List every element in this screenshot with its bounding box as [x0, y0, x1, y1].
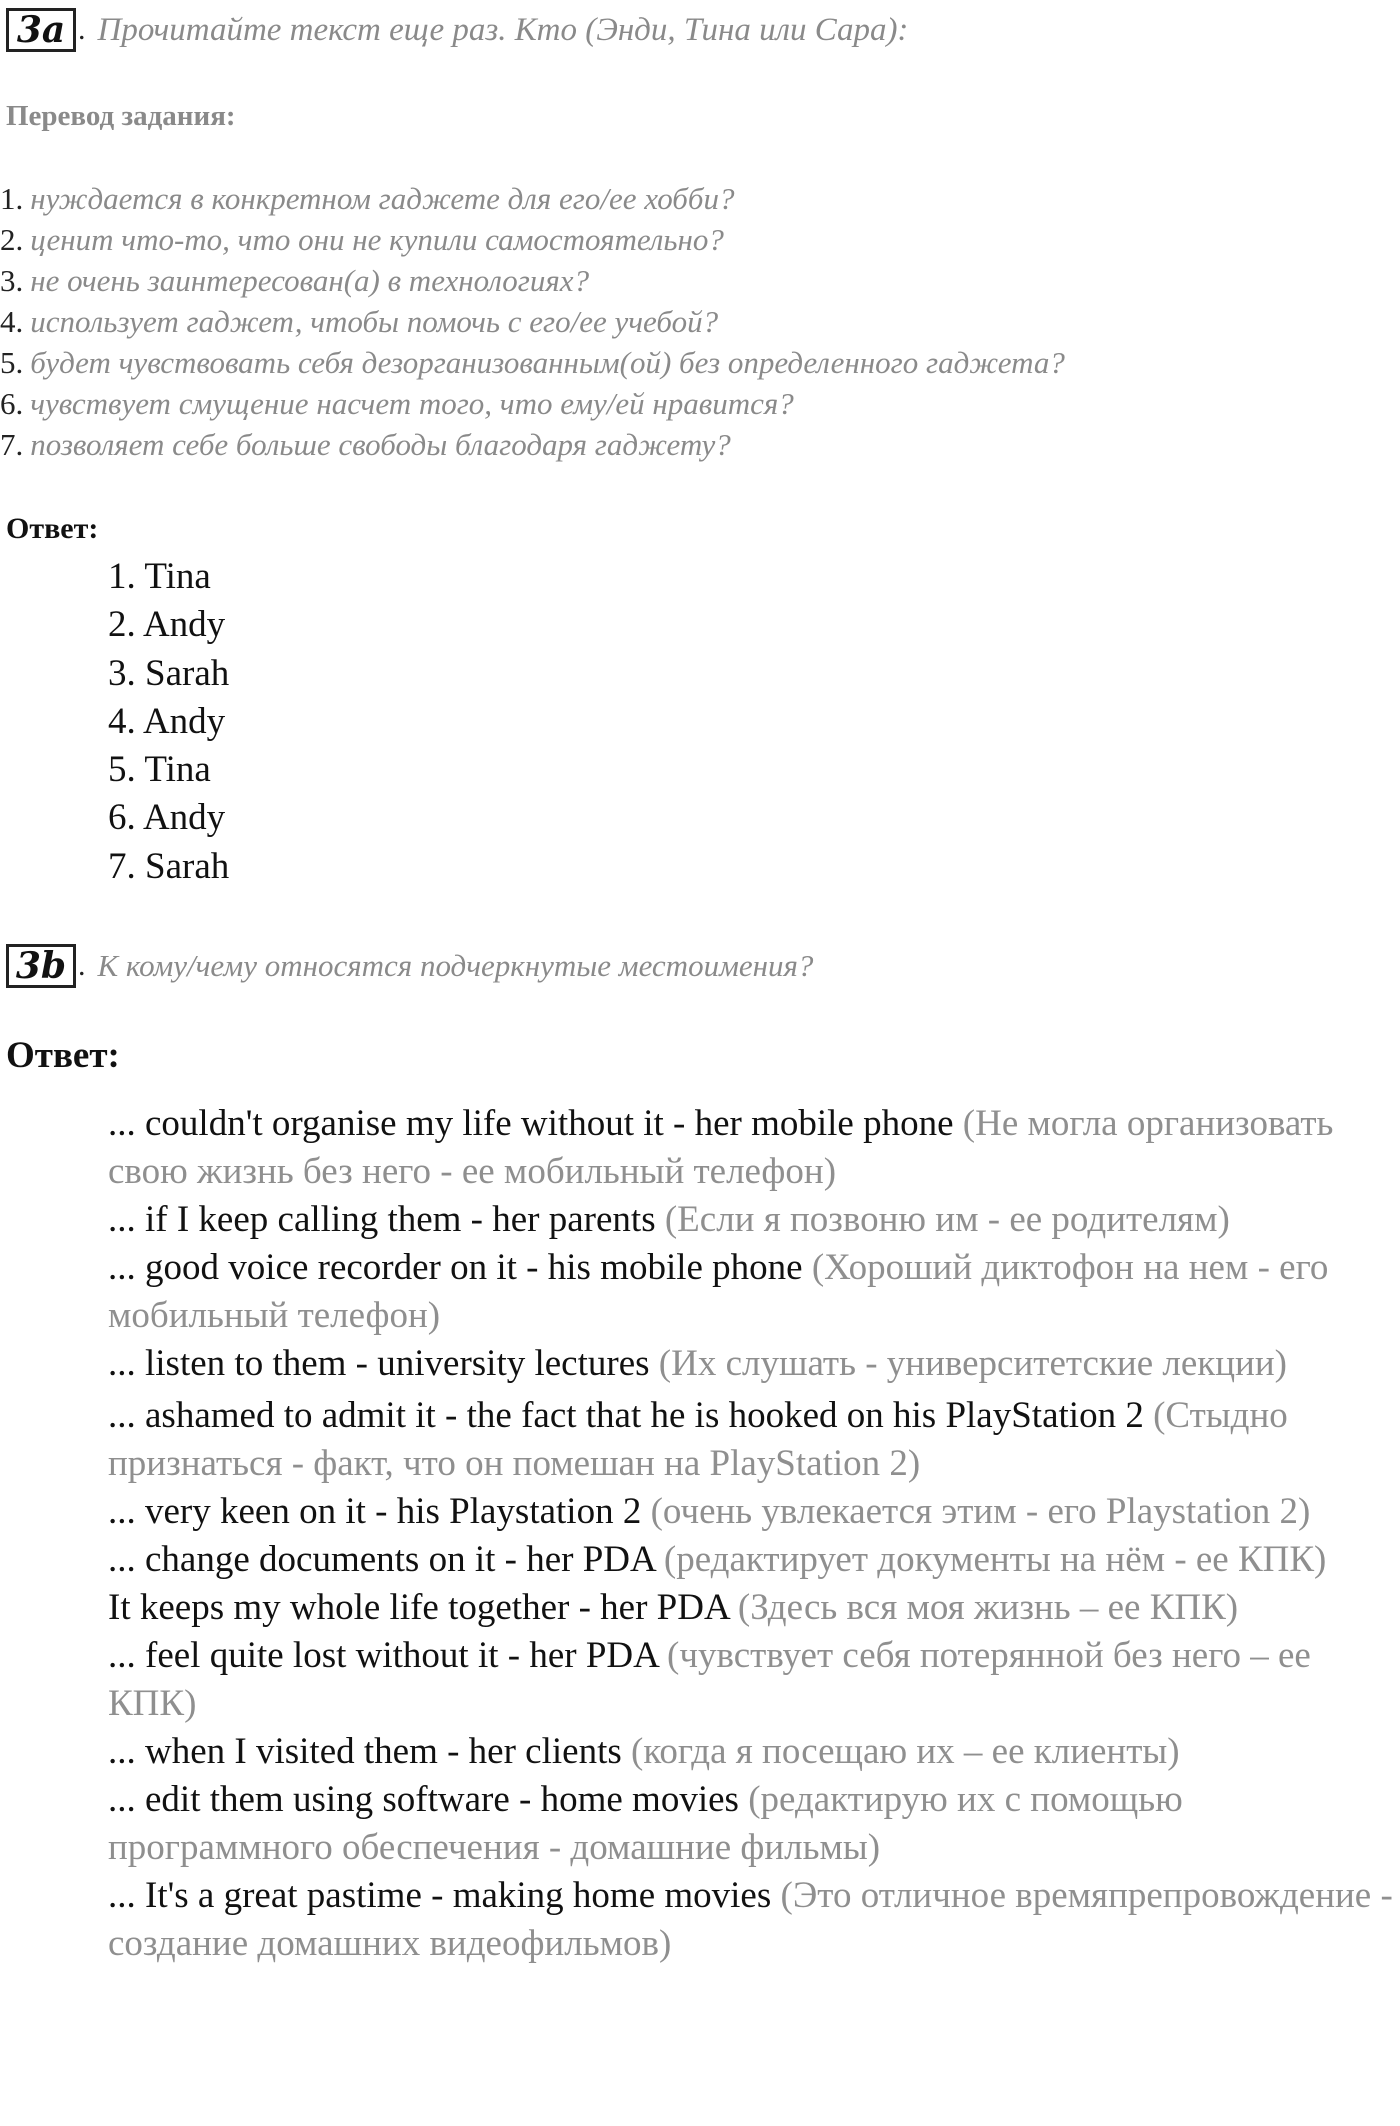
answer-3b-item: ... couldn't organise my life without it - her mobile phone (Не могла организовать свою жизнь без него - ее мобильный телефон) [108, 1103, 1334, 1192]
answer-3b-item: ... change documents on it - her PDA (редактирует документы на нём - ее КПК) [108, 1539, 1327, 1580]
questions-list [0, 178, 1065, 465]
question-item: 1. нуждается в конкретном гаджете для его/ее хобби? [0, 181, 735, 216]
answer-3a-item: 3. Sarah [108, 652, 230, 694]
answer-3b-item: ... feel quite lost without it - her PDA (чувствует себя потерянной без него – ее КПК) [108, 1635, 1311, 1724]
answer-3a-label: Ответ: [6, 512, 99, 545]
answer-3a-item: 6. Andy [108, 797, 226, 839]
answer-3a-item: 1. Tina [108, 556, 211, 597]
question-item: 4. использует гаджет, чтобы помочь с его/ее учебой? [0, 304, 719, 339]
task-3a-number-box: 3a [6, 8, 76, 52]
answer-3a-item: 4. Andy [108, 700, 226, 742]
task-3b-dot: . [78, 949, 86, 982]
answer-3a-item: 7. Sarah [108, 845, 230, 887]
answer-3b-item: ... when I visited them - her clients (когда я посещаю их – ее клиенты) [108, 1731, 1180, 1772]
question-item: 3. не очень заинтересован(а) в технологиях? [0, 263, 590, 298]
task-3a-header [6, 8, 908, 52]
answer-3b-label: Ответ: [6, 1035, 120, 1076]
task-3b-number-box: 3b [6, 944, 76, 988]
answer-3b-item: ... edit them using software - home movies (редактирую их с помощью программного обеспечения - домашние фильмы) [108, 1779, 1183, 1868]
question-item: 7. позволяет себе больше свободы благодаря гаджету? [0, 427, 731, 462]
question-item: 5. будет чувствовать себя дезорганизованным(ой) без определенного гаджета? [0, 345, 1065, 380]
answers-3a-list [108, 553, 229, 891]
answer-3b-item: ... ashamed to admit it - the fact that he is hooked on his PlayStation 2 (Стыдно признаться - факт, что он помешан на PlayStation 2) [108, 1395, 1288, 1484]
answer-3a-item: 2. Andy [108, 604, 226, 646]
answers-3b-list [108, 1100, 1398, 1968]
answer-3b-item: ... very keen on it - his Playstation 2 (очень увлекается этим - его Playstation 2) [108, 1491, 1311, 1532]
task-3a-dot: . [78, 13, 86, 46]
answer-3b-item: ... listen to them - university lectures (Их слушать - университетские лекции) [108, 1343, 1287, 1384]
answer-3b-item: ... It's a great pastime - making home movies (Это отличное времяпрепровождение - создание домашних видеофильмов) [108, 1875, 1393, 1964]
question-item: 2. ценит что-то, что они не купили самостоятельно? [0, 222, 724, 257]
translation-label: Перевод задания: [6, 100, 236, 132]
answer-3b-item: ... good voice recorder on it - his mobile phone (Хороший диктофон на нем - его мобильный телефон) [108, 1247, 1329, 1336]
task-3b-header [6, 944, 813, 988]
task-3b-instruction: К кому/чему относятся подчеркнутые местоимения? [97, 948, 814, 983]
answer-3b-item: ... if I keep calling them - her parents (Если я позвоню им - ее родителям) [108, 1199, 1230, 1240]
question-item: 6. чувствует смущение насчет того, что ему/ей нравится? [0, 386, 794, 421]
task-3a-instruction: Прочитайте текст еще раз. Кто (Энди, Тина или Сара): [97, 11, 909, 48]
answer-3b-item: It keeps my whole life together - her PDA (Здесь вся моя жизнь – ее КПК) [108, 1587, 1239, 1628]
answer-3a-item: 5. Tina [108, 749, 211, 791]
